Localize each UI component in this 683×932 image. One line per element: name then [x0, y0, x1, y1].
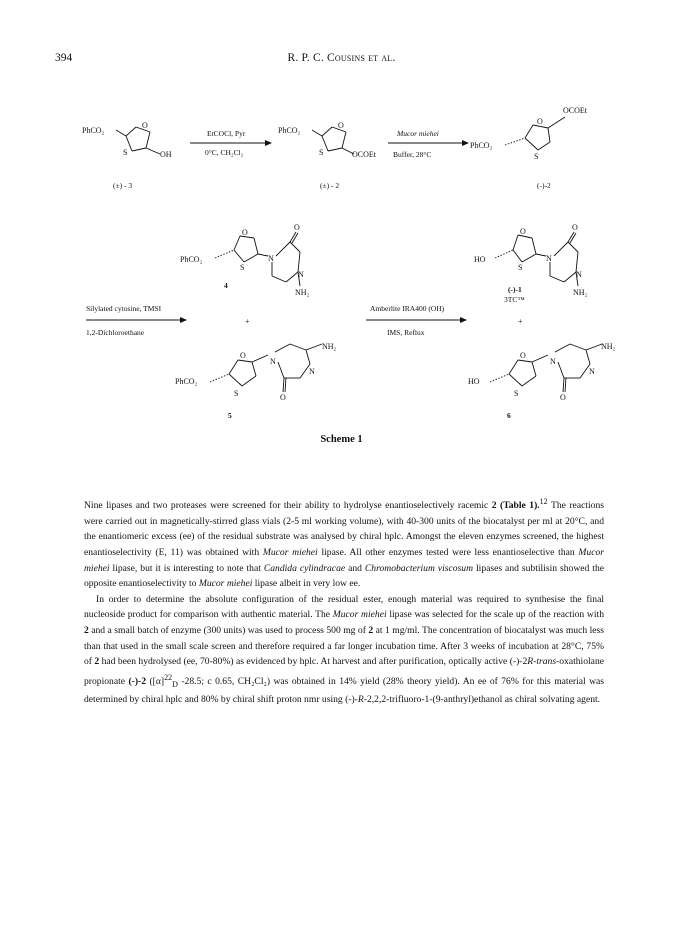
svg-text:OCOEt: OCOEt: [352, 150, 376, 159]
arrow3-reagent: Silylated cytosine, TMSI: [86, 304, 162, 313]
page-number: 394: [55, 52, 73, 64]
compound-1: [474, 223, 588, 304]
paragraph-2: In order to determine the absolute configuration of the residual ester, enough material was required to synthesise the final nucleoside product for comparison with authentic material. The Mucor miehei lipase was selected for the scale up of the reaction with 2 and a small batch of enzyme (300 units) was used to process 500 mg of 2 at 1 mg/ml. The concentration of biocatalyst was much less than that used in the small scale screen and therefore required a far longer incubation time. After 3 weeks of incubation at 28°C, 75% of 2 had been hydrolysed (ee, 70-80%) as evidenced by hplc. At harvest and after purification, optically active (-)-2R-trans-oxathiolane propionate (-)-2 ($[\alpha]^{22}_D$ -28.5; c 0.65, CH₂Cl₂) was obtained in 14% yield (28% theory yield). An ee of 76% for this material was determined by chiral hplc and 80% by chiral shift proton nmr using (-)-R-2,2,2-trifluoro-1-(9-anthryl)ethanol as chiral solvating agent.: [84, 593, 604, 706]
compound-1-name: 3TC™: [504, 295, 525, 304]
compound-4: [180, 223, 310, 297]
scheme-caption: Scheme 1: [320, 434, 363, 445]
ring-s-label: S: [123, 148, 128, 157]
svg-text:O: O: [242, 228, 248, 237]
svg-text:HO: HO: [474, 255, 486, 264]
compound-2-label: (±) - 2: [320, 181, 340, 190]
ring-o-label: O: [142, 121, 148, 130]
svg-text:S: S: [518, 263, 523, 272]
svg-text:NH₂: NH₂: [601, 342, 616, 351]
arrow4-conditions: IMS, Reflux: [387, 328, 425, 337]
svg-text:O: O: [338, 121, 344, 130]
svg-text:S: S: [534, 152, 539, 161]
svg-text:N: N: [298, 270, 304, 279]
compound-2-minus-label: (-)-2: [537, 181, 551, 190]
svg-text:O: O: [537, 117, 543, 126]
arrow1-conditions: 0°C, CH₂Cl₂: [205, 148, 244, 157]
svg-text:+: +: [518, 317, 523, 326]
svg-text:OCOEt: OCOEt: [563, 106, 587, 115]
svg-text:+: +: [245, 317, 250, 326]
svg-text:PhCO₂: PhCO₂: [278, 126, 301, 135]
paragraph-1: Nine lipases and two proteases were screened for their ability to hydrolyse enantioselectively racemic 2 (Table 1).$^{12}$ The reactions were carried out in magnetically-stirred glass vials (2-5 ml working volume), with 40-300 units of the biocatalyst per ml at 20°C, and the enantiomeric excess (ee) of the residual substrate was analysed by chiral hplc. Amongst the eleven enzymes screened, the highest enantioselectivity (E, 11) was obtained with Mucor miehei lipase. All other enzymes tested were less enantioselective than Mucor miehei lipase, but it is interesting to note that Candida cylindracae and Chromobacterium viscosum lipases and subtilisin showed the opposite enantioselectivity to Mucor miehei lipase albeit in very low ee.: [84, 497, 604, 590]
arrow1-reagent: EtCOCl, Pyr: [207, 129, 246, 138]
svg-text:NH₂: NH₂: [573, 288, 588, 297]
svg-text:O: O: [560, 393, 566, 402]
svg-text:O: O: [280, 393, 286, 402]
compound-3-label: (±) - 3: [113, 181, 133, 190]
oh-label: OH: [160, 150, 172, 159]
svg-text:PhCO₂: PhCO₂: [180, 255, 203, 264]
compound-2-racemic: [278, 121, 377, 190]
reaction-scheme: [0, 0, 683, 440]
svg-text:O: O: [294, 223, 300, 232]
svg-text:N: N: [576, 270, 582, 279]
svg-text:HO: HO: [468, 377, 480, 386]
compound-5: [175, 342, 337, 420]
svg-text:S: S: [240, 263, 245, 272]
svg-text:S: S: [234, 389, 239, 398]
svg-text:O: O: [240, 351, 246, 360]
arrow2-conditions: Buffer, 28°C: [393, 150, 432, 159]
body-text: [84, 494, 604, 708]
svg-text:S: S: [514, 389, 519, 398]
compound-5-label: 5: [228, 411, 232, 420]
svg-text:N: N: [270, 357, 276, 366]
svg-text:S: S: [319, 148, 324, 157]
arrow4-reagent: Amberlite IRA400 (OH): [370, 304, 445, 313]
svg-text:O: O: [520, 351, 526, 360]
svg-text:NH₂: NH₂: [295, 288, 310, 297]
svg-text:PhCO₂: PhCO₂: [470, 141, 493, 150]
svg-text:N: N: [589, 367, 595, 376]
svg-text:N: N: [309, 367, 315, 376]
svg-text:PhCO₂: PhCO₂: [175, 377, 198, 386]
compound-4-label: 4: [224, 281, 228, 290]
arrow3-solvent: 1,2-Dichloroethane: [86, 328, 145, 337]
compound-1-label: (-)-1: [508, 285, 522, 294]
arrow2-enzyme: Mucor miehei: [397, 129, 439, 138]
svg-text:N: N: [268, 254, 274, 263]
phco2-label: PhCO₂: [82, 126, 105, 135]
svg-text:O: O: [520, 227, 526, 236]
compound-6: [468, 342, 616, 420]
svg-text:N: N: [550, 357, 556, 366]
svg-text:O: O: [572, 223, 578, 232]
running-title: R. P. C. Cousins et al.: [287, 52, 396, 64]
compound-2-minus: [470, 106, 588, 190]
compound-6-label: 6: [507, 411, 511, 420]
svg-text:NH₂: NH₂: [322, 342, 337, 351]
compound-3: [82, 121, 172, 190]
svg-text:N: N: [546, 254, 552, 263]
